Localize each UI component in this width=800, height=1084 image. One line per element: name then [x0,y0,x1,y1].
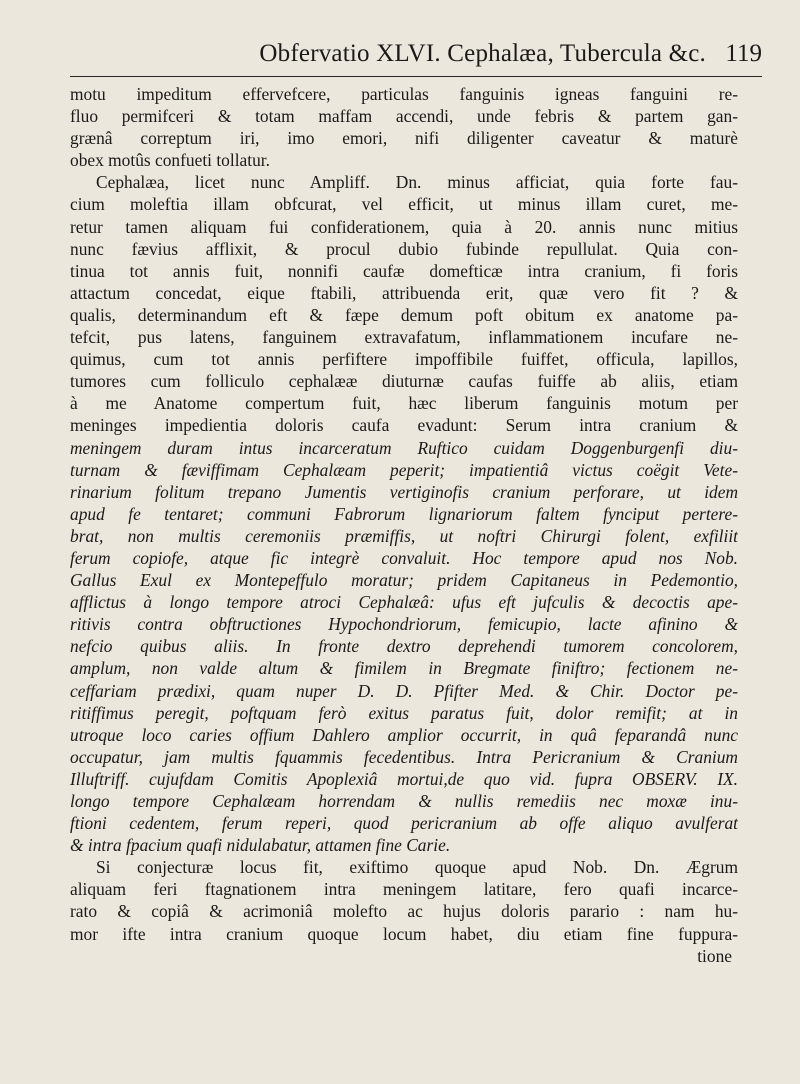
text-line: tinua tot annis fuit, nonnifi caufæ domefticæ intra cranium, fi foris [70,260,738,281]
text-line: grænâ correptum iri, imo emori, nifi diligenter caveatur & maturè [70,128,738,149]
text-line: tefcit, pus latens, fanguinem extravafatum, inflammationem incufare ne- [70,327,738,348]
text-line: rato & copiâ & acrimoniâ molefto ac hujus doloris parario : nam hu- [70,901,738,922]
text-line: Illuftriff. cujufdam Comitis Apoplexiâ mortui,de quo vid. fupra OBSERV. IX. [70,768,738,789]
text-line: ritiffimus peregit, poftquam ferò exitus paratus fuit, dolor remifit; at in [70,702,738,723]
text-line: tumores cum folliculo cephalææ diuturnæ caufas fuiffe ab aliis, etiam [70,371,738,392]
text-line: fluo permifceri & totam maffam accendi, unde febris & partem gan- [70,106,738,127]
text-line: attactum concedat, eique ftabili, attribuenda erit, quæ vero fit ? & [70,282,738,303]
text-line: à me Anatome compertum fuit, hæc liberum fanguinis motum per [70,393,738,414]
text-line: rinarium folitum trepano Jumentis vertiginofis cranium perforare, ut idem [70,481,738,502]
text-line: nunc fævius afflixit, & procul dubio fubinde repullulat. Quia con- [70,238,738,259]
text-line: aliquam feri ftagnationem intra meningem latitare, fero quafi incarce- [70,879,738,900]
text-line: Gallus Exul ex Montepeffulo moratur; pridem Capitaneus in Pedemontio, [70,570,738,591]
text-line: apud fe tentaret; communi Fabrorum lignariorum faltem fynciput pertere- [70,503,738,524]
text-line: occupatur, jam multis fquammis fecedentibus. Intra Pericranium & Cranium [70,746,738,767]
text-line: amplum, non valde altum & fimilem in Bregmate finiftro; fectionem ne- [70,658,738,679]
text-line: qualis, determinandum eft & fæpe demum poft obitum ex anatome pa- [70,304,738,325]
text-line: ceffariam prædixi, quam nuper D. D. Pfifter Med. & Chir. Doctor pe- [70,680,738,701]
text-line: Cephalæa, licet nunc Ampliff. Dn. minus afficiat, quia forte fau- [96,172,738,193]
text-line: utroque loco caries offium Dahlero amplior occurrit, in quâ feparandâ nunc [70,724,738,745]
text-line: meningem duram intus incarceratum Ruftico cuidam Doggenburgenfi diu- [70,437,738,458]
text-line: mor ifte intra cranium quoque locum habet, diu etiam fine fuppura- [70,923,738,944]
text-line: ritivis contra obftructiones Hypochondriorum, femicupio, lacte afinino & [70,614,738,635]
text-line: retur tamen aliquam fui confiderationem, quia à 20. annis nunc mitius [70,216,738,237]
text-line: Si conjecturæ locus fit, exiftimo quoque apud Nob. Dn. Ægrum [96,857,738,878]
text-line: cium moleftia illam obfcurat, vel efficit, ut minus illam curet, me- [70,194,738,215]
text-line: longo tempore Cephalæam horrendam & nullis remediis nec moxæ inu- [70,791,738,811]
text-line: & intra fpacium quafi nidulabatur, attamen fine Carie. [70,835,451,856]
text-line: motu impeditum effervefcere, particulas fanguinis igneas fanguini re- [70,84,738,104]
text-line: nefcio quibus aliis. In fronte dextro deprehendi tumorem concolorem, [70,636,738,657]
text-line: brat, non multis ceremoniis præmiffis, ut noftri Chirurgi folent, exfiliit [70,525,738,546]
catchword-line [70,945,738,967]
text-line: obex motûs confueti tollatur. [70,150,270,171]
text-line: ftioni cedentem, ferum reperi, quod pericranium ab offe aliquo avulferat [70,813,738,834]
text-line: meninges impedientia doloris caufa evadunt: Serum intra cranium & [70,415,738,436]
running-head [70,40,762,77]
text-line: quimus, cum tot annis perfiftere impoffibile fuiffet, officula, lapillos, [70,349,738,370]
catchword: tione [697,945,732,966]
body-text [70,83,738,945]
running-title: Obfervatio XLVI. Cephalæa, Tubercula &c. [259,40,706,67]
text-line: afflictus à longo tempore atroci Cephalæâ: ufus eft jufculis & decoctis ape- [70,592,738,613]
text-line: turnam & fæviffimam Cephalæam peperit; impatientiâ victus coëgit Vete- [70,459,738,480]
page-number: 119 [725,40,762,67]
text-line: ferum copiofe, atque fic integrè convaluit. Hoc tempore apud nos Nob. [70,547,738,568]
